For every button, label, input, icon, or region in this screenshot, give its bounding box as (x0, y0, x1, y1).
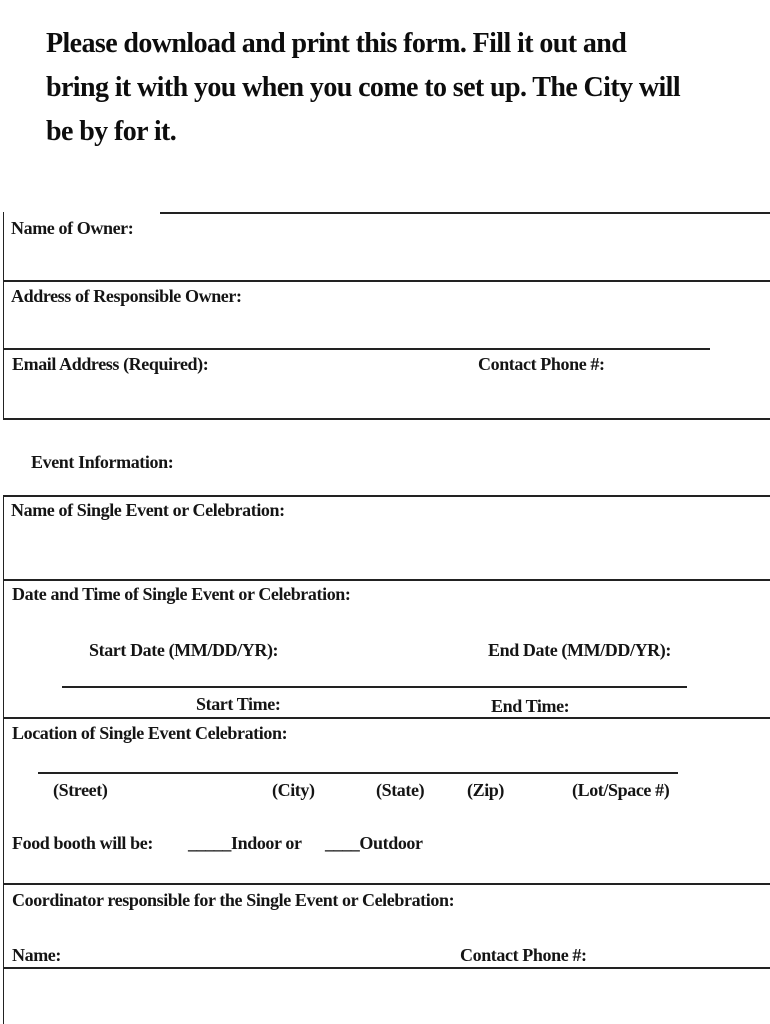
event-section-label: Event Information: (31, 452, 174, 472)
city-label: (City) (272, 780, 315, 800)
start-time-label: Start Time: (196, 694, 281, 714)
end-time-label: End Time: (491, 696, 570, 716)
owner-name-label: Name of Owner: (11, 218, 134, 238)
street-label: (Street) (53, 780, 108, 800)
event-name-label: Name of Single Event or Celebration: (11, 500, 285, 520)
owner-email-label: Email Address (Required): (12, 354, 209, 374)
outdoor-option[interactable]: ____Outdoor (325, 833, 423, 853)
event-name-divider (3, 579, 770, 581)
intro-line-3: be by for it. (46, 116, 177, 147)
coordinator-heading: Coordinator responsible for the Single Event or Celebration: (12, 890, 455, 910)
event-datetime-label: Date and Time of Single Event or Celebration: (12, 584, 351, 604)
coordinator-extra-field[interactable] (4, 969, 770, 1024)
event-location-field[interactable] (38, 748, 678, 774)
end-date-label: End Date (MM/DD/YR): (488, 640, 671, 660)
owner-address-label: Address of Responsible Owner: (11, 286, 242, 306)
state-label: (State) (376, 780, 425, 800)
indoor-option[interactable]: _____Indoor or (188, 833, 302, 853)
owner-phone-label: Contact Phone #: (478, 354, 605, 374)
lot-space-label: (Lot/Space #) (572, 780, 670, 800)
datetime-divider (3, 717, 770, 719)
coordinator-name-label: Name: (12, 945, 61, 965)
date-underline (62, 686, 687, 688)
start-date-label: Start Date (MM/DD/YR): (89, 640, 279, 660)
coordinator-phone-label: Contact Phone #: (460, 945, 587, 965)
intro-paragraph (46, 22, 736, 154)
event-location-label: Location of Single Event Celebration: (12, 723, 288, 743)
food-booth-label: Food booth will be: (12, 833, 153, 853)
owner-box-bottom-border (3, 418, 770, 420)
zip-label: (Zip) (467, 780, 505, 800)
intro-line-2: bring it with you when you come to set up. The City will (46, 72, 681, 103)
location-underline (38, 772, 678, 774)
intro-line-1: Please download and print this form. Fill it out and (46, 28, 627, 59)
location-divider (3, 883, 770, 885)
coordinator-name-field[interactable] (4, 940, 454, 966)
